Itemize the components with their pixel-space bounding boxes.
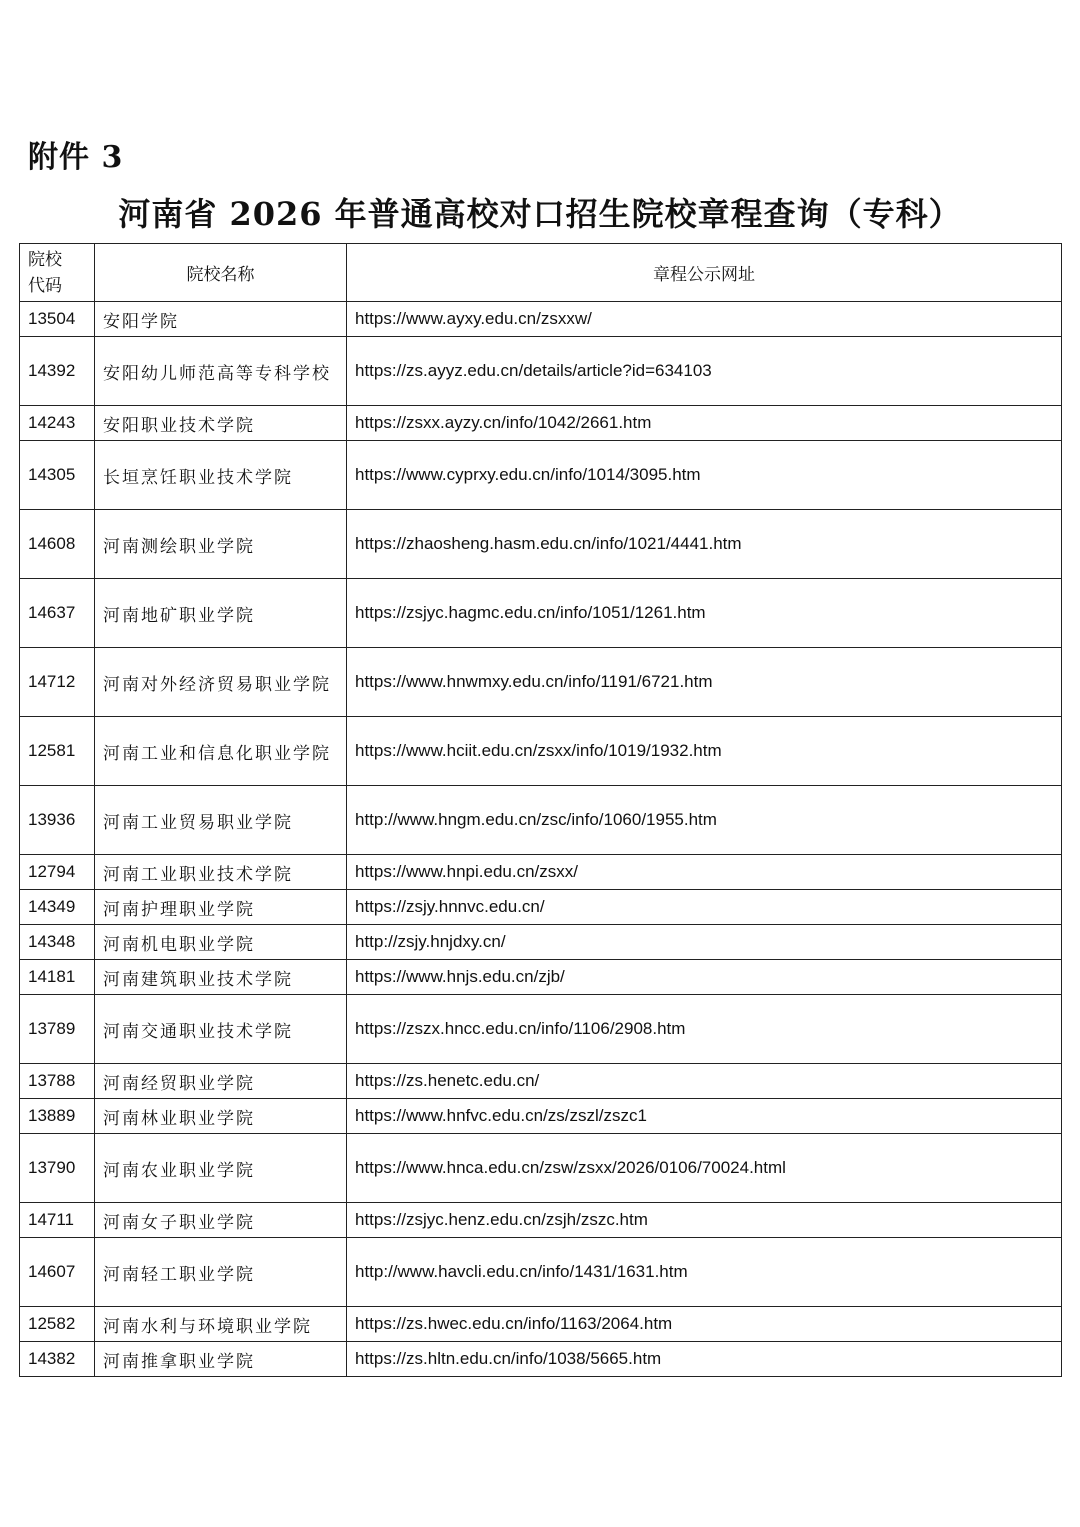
table-row [20,1099,1062,1134]
school-name-cell: 河南地矿职业学院 [95,579,347,648]
table-row [20,890,1062,925]
charter-url-link[interactable]: http://zsjy.hnjdxy.cn/ [347,925,1062,960]
school-name-cell: 河南工业和信息化职业学院 [95,717,347,786]
school-name-cell: 河南女子职业学院 [95,1203,347,1238]
table-row [20,441,1062,510]
school-code-cell: 14349 [20,890,95,925]
school-name-cell: 安阳幼儿师范高等专科学校 [95,337,347,406]
charter-url-link[interactable]: https://zhaosheng.hasm.edu.cn/info/1021/4441.htm [347,510,1062,579]
school-code-cell: 14243 [20,406,95,441]
charter-url-link[interactable]: https://zs.hwec.edu.cn/info/1163/2064.htm [347,1307,1062,1342]
table-row [20,925,1062,960]
charter-url-link[interactable]: https://zsjy.hnnvc.edu.cn/ [347,890,1062,925]
school-name-cell: 河南轻工职业学院 [95,1238,347,1307]
table-row [20,406,1062,441]
table-row [20,786,1062,855]
school-code-cell: 13889 [20,1099,95,1134]
school-code-cell: 14348 [20,925,95,960]
school-name-cell: 河南对外经济贸易职业学院 [95,648,347,717]
school-name-cell: 河南机电职业学院 [95,925,347,960]
school-code-cell: 14392 [20,337,95,406]
school-name-cell: 河南林业职业学院 [95,1099,347,1134]
table-row [20,1238,1062,1307]
charter-url-link[interactable]: https://zs.hltn.edu.cn/info/1038/5665.htm [347,1342,1062,1377]
school-name-cell: 安阳职业技术学院 [95,406,347,441]
school-name-cell: 河南建筑职业技术学院 [95,960,347,995]
school-name-cell: 河南交通职业技术学院 [95,995,347,1064]
school-name-cell: 河南护理职业学院 [95,890,347,925]
header-school-code: 院校 代码 [20,244,95,302]
charter-url-link[interactable]: https://zsxx.ayzy.cn/info/1042/2661.htm [347,406,1062,441]
charter-url-link[interactable]: https://www.ayxy.edu.cn/zsxxw/ [347,302,1062,337]
charter-url-link[interactable]: https://www.cyprxy.edu.cn/info/1014/3095.htm [347,441,1062,510]
charter-url-link[interactable]: https://www.hciit.edu.cn/zsxx/info/1019/1932.htm [347,717,1062,786]
table-body [20,302,1062,1377]
school-code-cell: 14607 [20,1238,95,1307]
table-row [20,855,1062,890]
school-code-cell: 14637 [20,579,95,648]
table-row [20,337,1062,406]
charter-url-link[interactable]: https://www.hnfvc.edu.cn/zs/zszl/zszc1 [347,1099,1062,1134]
table-row [20,648,1062,717]
charter-url-link[interactable]: https://zs.henetc.edu.cn/ [347,1064,1062,1099]
document-title: 河南省 2026 年普通高校对口招生院校章程查询（专科） [118,195,962,233]
charter-url-link[interactable]: http://www.havcli.edu.cn/info/1431/1631.htm [347,1238,1062,1307]
school-name-cell: 河南推拿职业学院 [95,1342,347,1377]
school-name-cell: 安阳学院 [95,302,347,337]
table-header-row [20,244,1062,302]
charter-url-link[interactable]: http://www.hngm.edu.cn/zsc/info/1060/1955.htm [347,786,1062,855]
school-code-cell: 13788 [20,1064,95,1099]
header-school-name: 院校名称 [95,244,347,302]
charter-url-link[interactable]: https://zsjyc.hagmc.edu.cn/info/1051/1261.htm [347,579,1062,648]
school-code-cell: 14608 [20,510,95,579]
charter-url-link[interactable]: https://www.hnca.edu.cn/zsw/zsxx/2026/0106/70024.html [347,1134,1062,1203]
school-name-cell: 长垣烹饪职业技术学院 [95,441,347,510]
school-code-cell: 13790 [20,1134,95,1203]
charter-url-link[interactable]: https://zsjyc.henz.edu.cn/zsjh/zszc.htm [347,1203,1062,1238]
school-name-cell: 河南经贸职业学院 [95,1064,347,1099]
table-row [20,995,1062,1064]
school-code-cell: 14382 [20,1342,95,1377]
charter-url-link[interactable]: https://www.hnpi.edu.cn/zsxx/ [347,855,1062,890]
school-code-cell: 13504 [20,302,95,337]
school-code-cell: 14305 [20,441,95,510]
table-row [20,1134,1062,1203]
school-name-cell: 河南测绘职业学院 [95,510,347,579]
table-row [20,1203,1062,1238]
table-row [20,1307,1062,1342]
charter-url-link[interactable]: https://zszx.hncc.edu.cn/info/1106/2908.htm [347,995,1062,1064]
table-row [20,302,1062,337]
school-code-cell: 12581 [20,717,95,786]
school-code-cell: 12582 [20,1307,95,1342]
school-code-cell: 13936 [20,786,95,855]
table-row [20,717,1062,786]
school-name-cell: 河南农业职业学院 [95,1134,347,1203]
school-charter-table [19,243,1062,1377]
school-name-cell: 河南工业贸易职业学院 [95,786,347,855]
school-name-cell: 河南水利与环境职业学院 [95,1307,347,1342]
school-code-cell: 13789 [20,995,95,1064]
attachment-label: 附件 3 [28,140,124,175]
table-row [20,1342,1062,1377]
school-code-cell: 12794 [20,855,95,890]
school-name-cell: 河南工业职业技术学院 [95,855,347,890]
table-row [20,960,1062,995]
school-code-cell: 14712 [20,648,95,717]
charter-url-link[interactable]: https://www.hnjs.edu.cn/zjb/ [347,960,1062,995]
header-charter-url: 章程公示网址 [347,244,1062,302]
charter-url-link[interactable]: https://www.hnwmxy.edu.cn/info/1191/6721.htm [347,648,1062,717]
table-row [20,579,1062,648]
table-row [20,510,1062,579]
table-row [20,1064,1062,1099]
school-code-cell: 14711 [20,1203,95,1238]
charter-url-link[interactable]: https://zs.ayyz.edu.cn/details/article?id=634103 [347,337,1062,406]
school-code-cell: 14181 [20,960,95,995]
